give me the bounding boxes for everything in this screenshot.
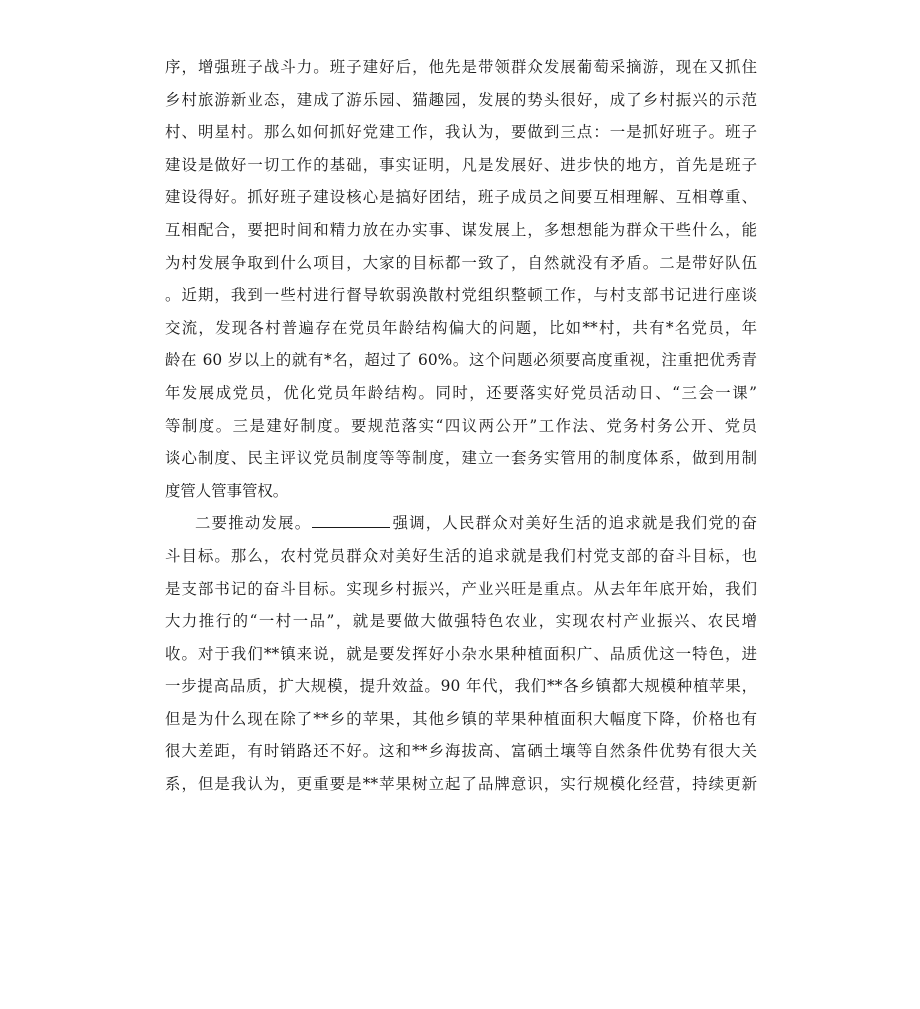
document-body xyxy=(165,51,757,801)
text-line: 度管人管事管权。 xyxy=(165,481,289,500)
text-line: 一步提高品质，扩大规模，提升效益。90 年代，我们**各乡镇都大规模种植苹果， xyxy=(165,677,757,696)
text-line: 。近期，我到一些村进行督导软弱涣散村党组织整顿工作，与村支部书记进行座谈 xyxy=(165,286,757,305)
text-line: 等制度。三是建好制度。要规范落实“四议两公开”工作法、党务村务公开、党员 xyxy=(165,416,757,435)
text-line: 交流，发现各村普遍存在党员年龄结构偏大的问题，比如**村，共有*名党员，年 xyxy=(165,318,757,337)
text-line: 很大差距，有时销路还不好。这和**乡海拔高、富硒土壤等自然条件优势有很大关 xyxy=(165,742,757,761)
text-line: 大力推行的“一村一品”，就是要做大做强特色农业，实现农村产业振兴、农民增 xyxy=(165,612,757,631)
text-line: 年发展成党员，优化党员年龄结构。同时，还要落实好党员活动日、“三会一课” xyxy=(165,383,757,402)
text-line: 序，增强班子战斗力。班子建好后，他先是带领群众发展葡萄采摘游，现在又抓住 xyxy=(165,58,757,76)
text-line: 谈心制度、民主评议党员制度等等制度，建立一套务实管用的制度体系，做到用制 xyxy=(165,449,757,468)
text-fragment: 强调，人民群众对美好生活的追求就是我们党的奋 xyxy=(391,514,757,533)
text-line-first xyxy=(165,507,757,540)
text-line: 建设是做好一切工作的基础，事实证明，凡是发展好、进步快的地方，首先是班子 xyxy=(165,155,757,174)
text-line: 村、明星村。那么如何抓好党建工作，我认为，要做到三点：一是抓好班子。班子 xyxy=(165,123,757,142)
paragraph-party-building xyxy=(165,51,757,507)
text-line: 龄在 60 岁以上的就有*名，超过了 60%。这个问题必须要高度重视，注重把优秀青 xyxy=(165,351,757,370)
text-line: 收。对于我们**镇来说，就是要发挥好小杂水果种植面积广、品质优这一特色，进 xyxy=(165,644,757,663)
text-line: 互相配合，要把时间和精力放在办实事、谋发展上，多想想能为群众干些什么，能 xyxy=(165,220,757,239)
text-line: 但是为什么现在除了**乡的苹果，其他乡镇的苹果种植面积大幅度下降，价格也有 xyxy=(165,709,757,728)
text-line: 是支部书记的奋斗目标。实现乡村振兴，产业兴旺是重点。从去年年底开始，我们 xyxy=(165,579,757,598)
text-line: 建设得好。抓好班子建设核心是搞好团结，班子成员之间要互相理解、互相尊重、 xyxy=(165,188,757,207)
text-line: 为村发展争取到什么项目，大家的目标都一致了，自然就没有矛盾。二是带好队伍 xyxy=(165,253,757,272)
text-line: 系，但是我认为，更重要是**苹果树立起了品牌意识，实行规模化经营，持续更新 xyxy=(165,775,757,794)
paragraph-promote-development xyxy=(165,507,757,800)
paragraph-heading: 二要推动发展。 xyxy=(195,514,312,533)
text-line: 斗目标。那么，农村党员群众对美好生活的追求就是我们村党支部的奋斗目标，也 xyxy=(165,546,757,565)
fill-in-blank xyxy=(312,513,390,528)
text-line: 乡村旅游新业态，建成了游乐园、猫趣园，发展的势头很好，成了乡村振兴的示范 xyxy=(165,90,757,109)
